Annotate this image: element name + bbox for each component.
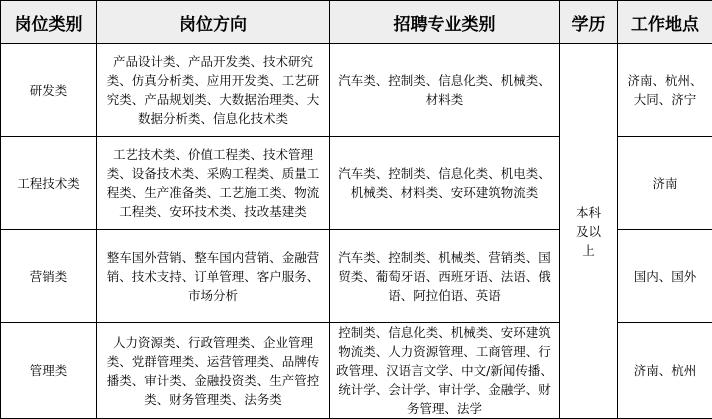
- row-majors-text: 汽车类、控制类、信息化类、机电类、机械类、材料类、安环建筑物流类: [330, 164, 559, 202]
- row-location-text: 国内、国外: [618, 267, 712, 286]
- row-direction-text: 人力资源类、行政管理类、企业管理类、党群管理类、运营管理类、品牌传播类、审计类、金融投资类、生产管控类、财务管理类、法务类: [97, 333, 329, 409]
- row-majors-text: 控制类、信息化类、机械类、安环建筑物流类、人力资源管理、工商管理、行政管理、汉语言文学、中文/新闻传播、统计学、会计学、审计学、金融学、财务管理、法学: [330, 323, 559, 418]
- header-category: 岗位类别: [1, 1, 97, 44]
- row-location: [618, 230, 712, 323]
- row-location-text: 济南、杭州、大同、济宁: [618, 71, 712, 109]
- row-direction-text: 整车国外营销、整车国内营销、金融营销、技术支持、订单管理、客户服务、市场分析: [97, 248, 329, 305]
- row-category-text: 营销类: [1, 267, 96, 286]
- row-majors: [330, 323, 560, 419]
- row-category: [1, 137, 97, 230]
- row-majors-text: 汽车类、控制类、机械类、营销类、国贸类、葡萄牙语、西班牙语、法语、俄语、阿拉伯语、英语: [330, 248, 559, 305]
- row-category: [1, 230, 97, 323]
- header-location: 工作地点: [618, 1, 712, 44]
- row-category-text: 工程技术类: [1, 174, 96, 193]
- row-location: [618, 44, 712, 137]
- row-location-text: 济南、杭州: [618, 361, 712, 380]
- row-direction-text: 工艺技术类、价值工程类、技术管理类、设备技术类、采购工程类、质量工程类、生产准备类、工艺施工类、物流工程类、安环技术类、技改基建类: [97, 145, 329, 221]
- row-direction: [97, 44, 330, 137]
- header-direction: 岗位方向: [97, 1, 330, 44]
- row-category-text: 管理类: [1, 361, 96, 380]
- row-majors-text: 汽车类、控制类、信息化类、机械类、材料类: [330, 71, 559, 109]
- row-location-text: 济南: [618, 174, 712, 193]
- row-category-text: 研发类: [1, 81, 96, 100]
- table-header-row: [1, 1, 712, 44]
- row-majors: [330, 137, 560, 230]
- row-category: [1, 44, 97, 137]
- row-majors: [330, 230, 560, 323]
- education-cell: [560, 44, 618, 419]
- row-location: [618, 323, 712, 419]
- header-majors: 招聘专业类别: [330, 1, 560, 44]
- row-location: [618, 137, 712, 230]
- row-direction: [97, 230, 330, 323]
- row-direction: [97, 323, 330, 419]
- header-education: 学历: [560, 1, 618, 44]
- education-text: 本科及以上: [560, 203, 617, 260]
- row-direction-text: 产品设计类、产品开发类、技术研究类、仿真分析类、应用开发类、工艺研究类、产品规划类、大数据治理类、大数据分析类、信息化技术类: [97, 52, 329, 128]
- row-direction: [97, 137, 330, 230]
- row-category: [1, 323, 97, 419]
- table-row: [1, 44, 712, 137]
- row-majors: [330, 44, 560, 137]
